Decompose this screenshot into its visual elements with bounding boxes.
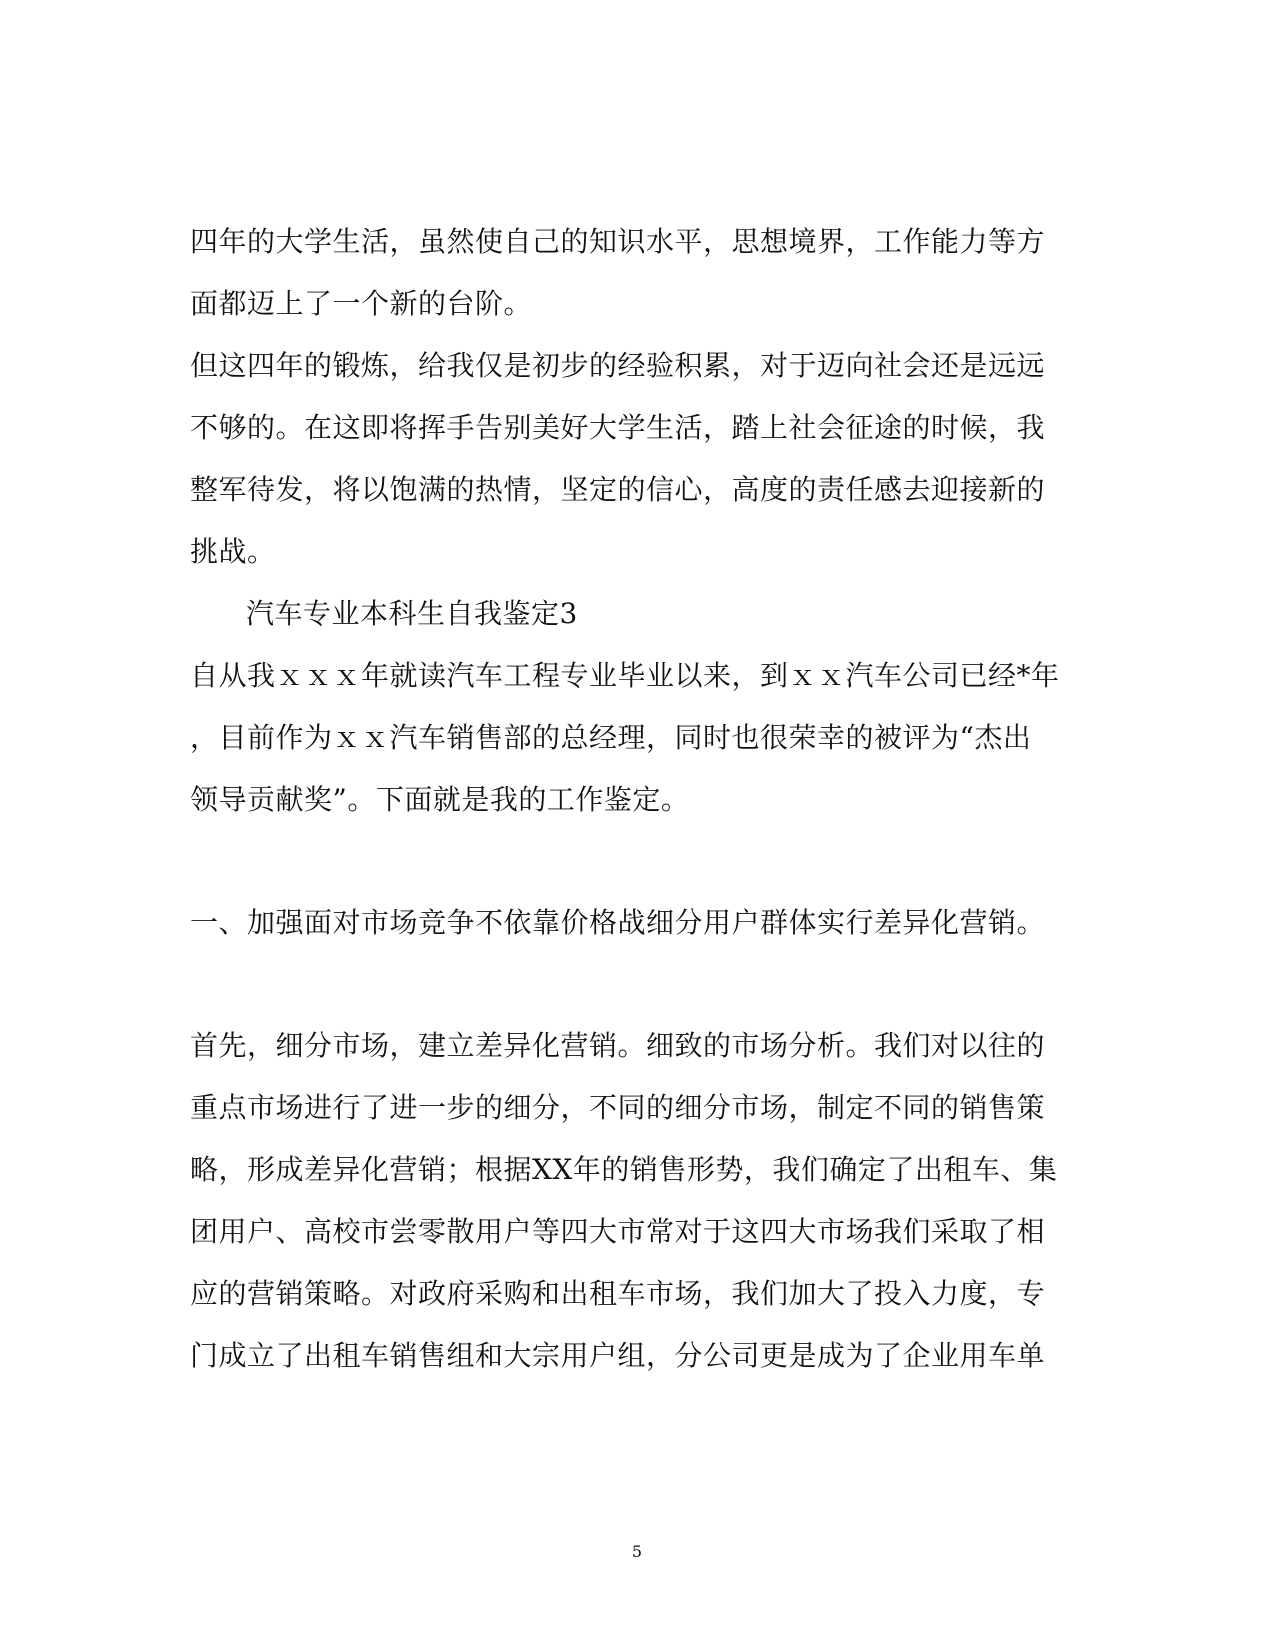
body-line: 挑战。 <box>190 535 276 568</box>
body-line: 首先，细分市场，建立差异化营销。细致的市场分析。我们对以往的 <box>190 1029 1046 1062</box>
section-heading: 汽车专业本科生自我鉴定3 <box>246 597 578 630</box>
body-line: 不够的。在这即将挥手告别美好大学生活，踏上社会征途的时候，我 <box>190 411 1046 444</box>
page-number: 5 <box>631 1542 643 1561</box>
body-line: ，目前作为ｘｘ汽车销售部的总经理，同时也很荣幸的被评为“杰出 <box>190 721 1032 754</box>
body-line: 面都迈上了一个新的台阶。 <box>190 287 533 320</box>
subsection-heading: 一、加强面对市场竞争不依靠价格战细分用户群体实行差异化营销。 <box>190 906 1046 939</box>
body-line: 领导贡献奖”。下面就是我的工作鉴定。 <box>190 783 690 816</box>
body-line: 自从我ｘｘｘ年就读汽车工程专业毕业以来，到ｘｘ汽车公司已经*年 <box>190 659 1060 692</box>
body-line: 整军待发，将以饱满的热情，坚定的信心，高度的责任感去迎接新的 <box>190 473 1046 506</box>
body-line: 但这四年的锻炼，给我仅是初步的经验积累，对于迈向社会还是远远 <box>190 349 1046 382</box>
body-line: 四年的大学生活，虽然使自己的知识水平，思想境界，工作能力等方 <box>190 225 1046 258</box>
body-line: 团用户、高校市尝零散用户等四大市常对于这四大市场我们采取了相 <box>190 1215 1046 1248</box>
body-line: 略，形成差异化营销；根据XX年的销售形势，我们确定了出租车、集 <box>190 1153 1058 1186</box>
body-line: 应的营销策略。对政府采购和出租车市场，我们加大了投入力度，专 <box>190 1277 1046 1310</box>
body-line: 重点市场进行了进一步的细分，不同的细分市场，制定不同的销售策 <box>190 1091 1046 1124</box>
body-line: 门成立了出租车销售组和大宗用户组，分公司更是成为了企业用车单 <box>190 1339 1046 1372</box>
